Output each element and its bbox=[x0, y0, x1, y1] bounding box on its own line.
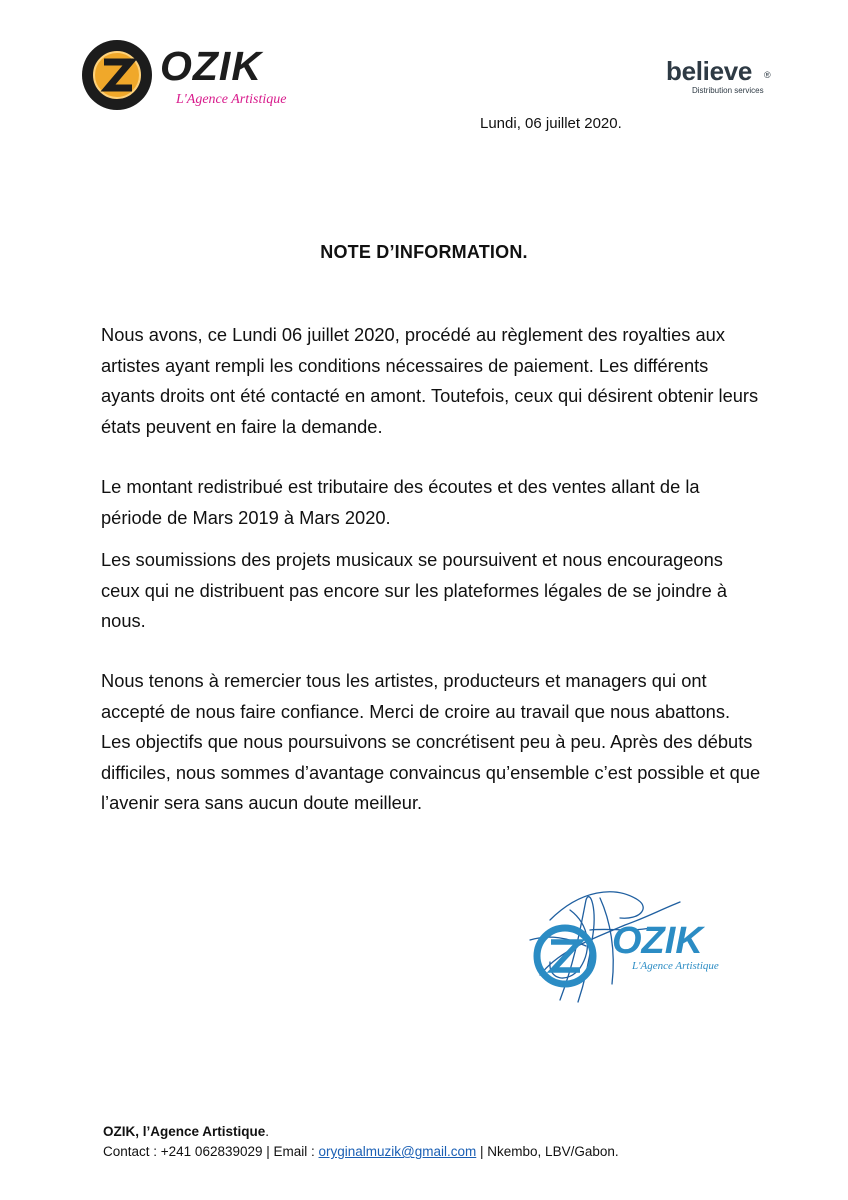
body-paragraph: Nous avons, ce Lundi 06 juillet 2020, procédé au règlement des royalties aux artistes ayant rempli les conditions nécessaires de paiement. Les différents ayants droits ont été contacté en amont. Toutefois, ceux qui désirent obtenir leurs états peuvent en faire la demande. bbox=[101, 324, 759, 437]
body-paragraph: Le montant redistribué est tributaire des écoutes et des ventes allant de la période de Mars 2019 à Mars 2020. bbox=[101, 476, 700, 528]
believe-wordmark: believe bbox=[666, 56, 753, 86]
footer-email-link[interactable]: oryginalmuzik@gmail.com bbox=[318, 1144, 477, 1159]
footer-contact-suffix: | Nkembo, LBV/Gabon. bbox=[476, 1144, 619, 1159]
footer bbox=[103, 1124, 619, 1159]
footer-org-name: OZIK, l’Agence Artistique bbox=[103, 1124, 266, 1139]
document-title: NOTE D’INFORMATION. bbox=[320, 242, 528, 262]
ozik-logo bbox=[80, 38, 287, 114]
ozik-wordmark: OZIK bbox=[160, 43, 262, 89]
ozik-tagline: L'Agence Artistique bbox=[176, 92, 287, 107]
footer-contact-line bbox=[103, 1144, 619, 1159]
ozik-emblem-icon bbox=[80, 38, 154, 112]
signature-stamp bbox=[520, 880, 730, 1008]
body-paragraph: Nous tenons à remercier tous les artistes, producteurs et managers qui ont accepté de nous faire confiance. Merci de croire au travail que nous abattons. Les objectifs que nous poursuivons se concrétisent peu à peu. Après des débuts difficiles, nous sommes d’avantage convaincus qu’ensemble c’est possible et que l’avenir sera sans aucun doute meilleur. bbox=[101, 670, 761, 813]
footer-org-line bbox=[103, 1124, 619, 1139]
stamp-tagline: L'Agence Artistique bbox=[632, 960, 719, 972]
footer-org-suffix: . bbox=[265, 1124, 270, 1139]
believe-subtitle: Distribution services bbox=[692, 86, 764, 95]
registered-mark-icon: ® bbox=[764, 70, 771, 80]
letter-date: Lundi, 06 juillet 2020. bbox=[480, 115, 622, 132]
believe-logo bbox=[666, 58, 776, 98]
stamp-wordmark: OZIK bbox=[612, 920, 703, 962]
footer-contact-prefix: Contact : +241 062839029 | Email : bbox=[103, 1144, 319, 1159]
body-paragraph: Les soumissions des projets musicaux se poursuivent et nous encourageons ceux qui ne distribuent pas encore sur les plateformes légales de se joindre à nous. bbox=[101, 549, 727, 631]
